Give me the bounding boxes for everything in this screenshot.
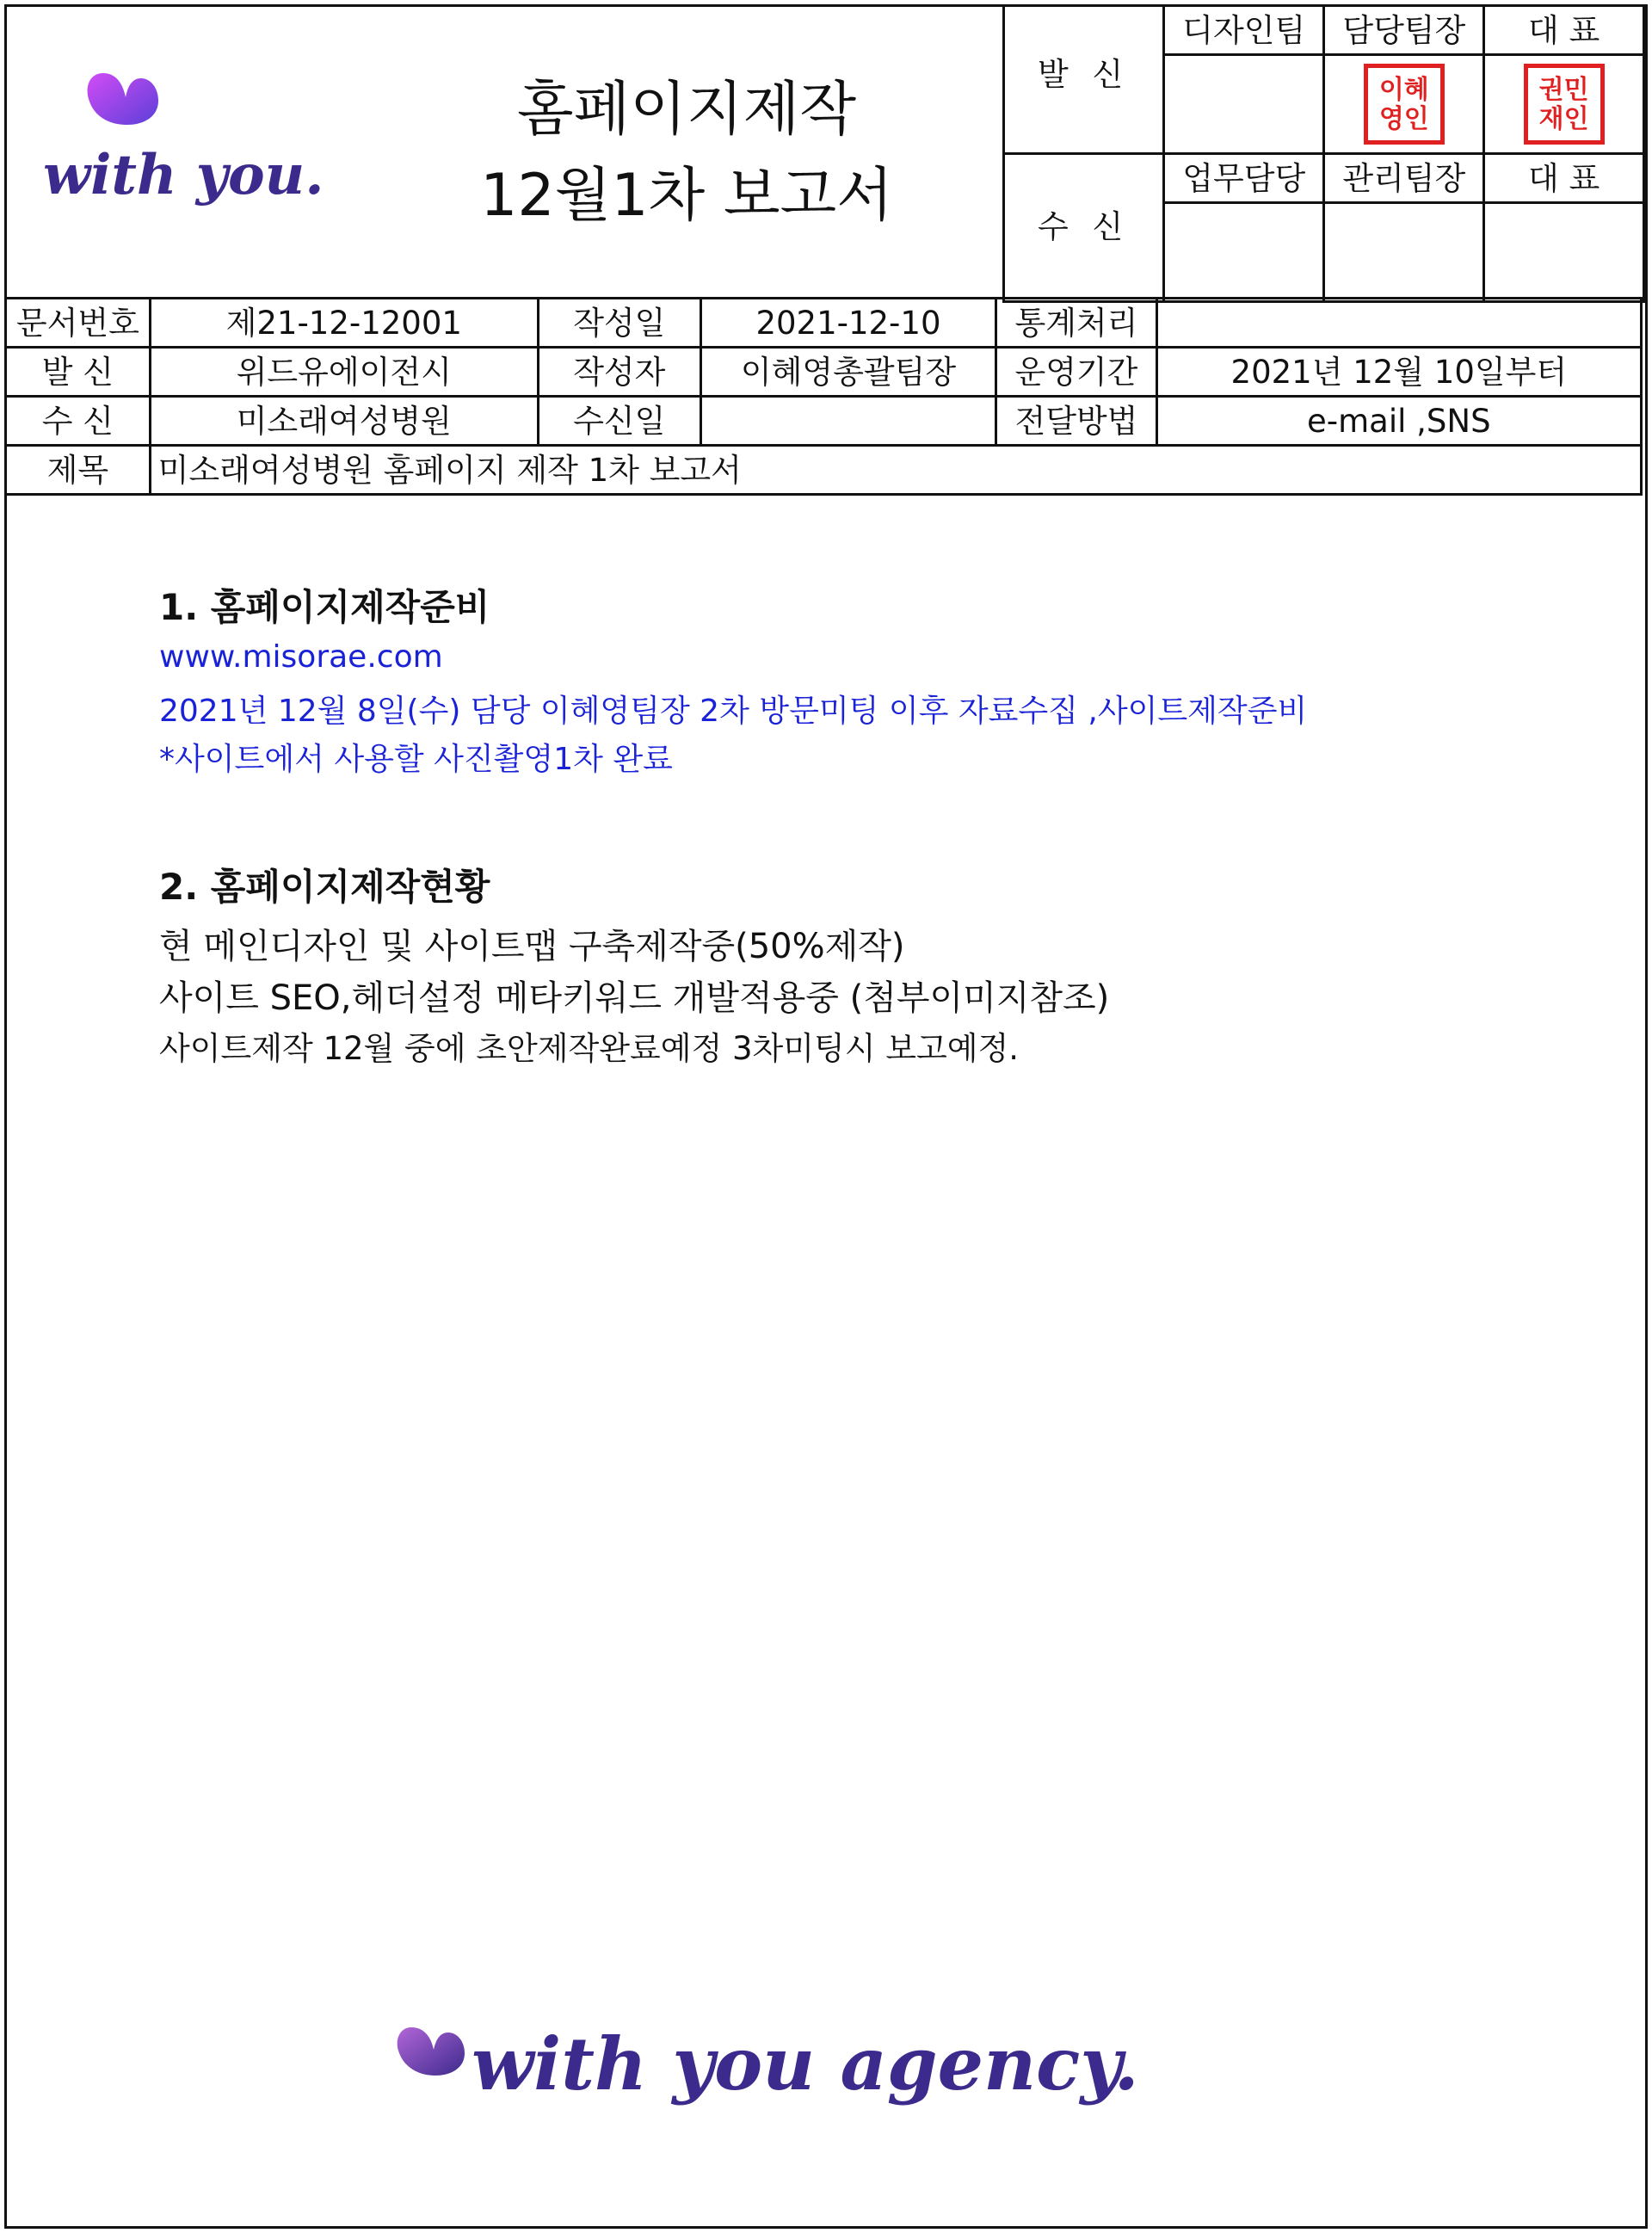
receiver-label: 수 신 <box>1004 154 1164 302</box>
section1-line-2: 2021년 12월 8일(수) 담당 이혜영팀장 2차 방문미팅 이후 자료수집 ,사이트제작준비 <box>159 694 1308 729</box>
subject-label: 제목 <box>6 446 151 495</box>
section2-title: 2. 홈페이지제작현황 <box>159 866 490 908</box>
sender-role-design: 디자인팀 <box>1164 6 1324 55</box>
received-value <box>700 397 996 446</box>
report-page <box>4 4 1648 2229</box>
to-value: 미소래여성병원 <box>150 397 538 446</box>
withyou-logo <box>41 63 324 235</box>
to-label: 수 신 <box>6 397 151 446</box>
document-info-table <box>4 297 1643 496</box>
sender-label: 발 신 <box>1004 6 1164 154</box>
period-value: 2021년 12월 10일부터 <box>1156 348 1641 397</box>
doc-no-label: 문서번호 <box>6 299 151 348</box>
receiver-role-staff: 업무담당 <box>1164 154 1324 203</box>
title-line-1: 홈페이지제작 <box>516 76 857 144</box>
approval-table <box>1002 4 1645 303</box>
sender-sign-ceo <box>1484 55 1644 154</box>
from-label: 발 신 <box>6 348 151 397</box>
delivery-label: 전달방법 <box>996 397 1156 446</box>
from-value: 위드유에이전시 <box>150 348 538 397</box>
receiver-sign-manager <box>1324 203 1484 302</box>
report-title <box>368 67 1005 239</box>
delivery-value: e-mail ,SNS <box>1156 397 1641 446</box>
withyou-agency-logo <box>392 2020 1139 2124</box>
sender-role-ceo: 대 표 <box>1484 6 1644 55</box>
doc-no-value: 제21-12-12001 <box>150 299 538 348</box>
receiver-sign-ceo <box>1484 203 1644 302</box>
logo-wordmark: with you. <box>43 143 324 207</box>
sender-sign-leader <box>1324 55 1484 154</box>
stats-value <box>1156 299 1641 348</box>
receiver-role-manager: 관리팀장 <box>1324 154 1484 203</box>
received-label: 수신일 <box>538 397 700 446</box>
section1-line-3: *사이트에서 사용할 사진촬영1차 완료 <box>159 742 673 777</box>
created-label: 작성일 <box>538 299 700 348</box>
section2-line-2: 사이트 SEO,헤더설정 메타키워드 개발적용중 (첨부이미지참조) <box>159 978 1110 1018</box>
section1-title: 1. 홈페이지제작준비 <box>159 586 490 628</box>
report-header <box>7 7 1645 297</box>
subject-value: 미소래여성병원 홈페이지 제작 1차 보고서 <box>150 446 1641 495</box>
section2-line-1: 현 메인디자인 및 사이트맵 구축제작중(50%제작) <box>159 927 905 966</box>
period-label: 운영기간 <box>996 348 1156 397</box>
title-line-2: 12월1차 보고서 <box>480 162 893 230</box>
author-label: 작성자 <box>538 348 700 397</box>
receiver-sign-staff <box>1164 203 1324 302</box>
stats-label: 통계처리 <box>996 299 1156 348</box>
footer-wordmark: with you agency. <box>472 2021 1139 2107</box>
receiver-role-ceo: 대 표 <box>1484 154 1644 203</box>
section2-line-3: 사이트제작 12월 중에 초안제작완료예정 3차미팅시 보고예정. <box>159 1030 1019 1067</box>
ceo-stamp: 권민 재인 <box>1524 64 1605 145</box>
sender-sign-design <box>1164 55 1324 154</box>
team-leader-stamp: 이혜 영인 <box>1364 64 1445 145</box>
section1-url: www.misorae.com <box>159 639 443 675</box>
author-value: 이혜영총괄팀장 <box>700 348 996 397</box>
sender-role-leader: 담당팀장 <box>1324 6 1484 55</box>
created-value: 2021-12-10 <box>700 299 996 348</box>
